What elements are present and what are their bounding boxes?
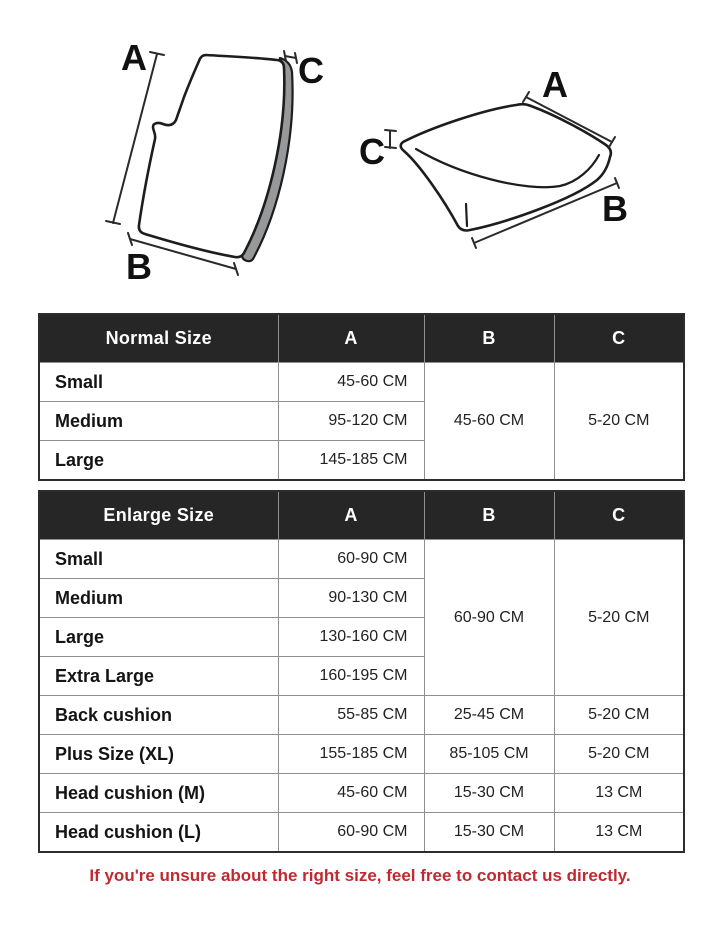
header-b: B: [424, 491, 554, 540]
table-header-row: [39, 314, 684, 363]
contact-notice: If you're unsure about the right size, feel free to contact us directly.: [89, 866, 631, 885]
right-cushion-diagram: [359, 64, 628, 248]
dimension-bracket-c: [385, 130, 396, 148]
value-c: 5-20 CM: [554, 696, 684, 735]
table-row: [39, 735, 684, 774]
header-a: A: [278, 314, 424, 363]
value-b: 15-30 CM: [424, 774, 554, 813]
dimension-diagrams: [0, 0, 720, 305]
value-a: 90-130 CM: [278, 579, 424, 618]
cushion-outline: [401, 104, 611, 230]
enlarge-size-table: [38, 490, 685, 853]
size-label: Extra Large: [39, 657, 278, 696]
dimension-label-c: C: [298, 50, 324, 91]
value-a: 95-120 CM: [278, 402, 424, 441]
table-row: [39, 696, 684, 735]
value-a: 55-85 CM: [278, 696, 424, 735]
dimension-bracket-c: [284, 51, 297, 63]
size-label: Medium: [39, 402, 278, 441]
header-size: Enlarge Size: [39, 491, 278, 540]
table-row: [39, 813, 684, 853]
value-a: 160-195 CM: [278, 657, 424, 696]
value-b: 25-45 CM: [424, 696, 554, 735]
value-c-merged: 5-20 CM: [554, 363, 684, 481]
size-label: Large: [39, 441, 278, 481]
header-c: C: [554, 314, 684, 363]
value-c: 13 CM: [554, 813, 684, 853]
dimension-label-a: A: [542, 64, 568, 105]
value-b-merged: 45-60 CM: [424, 363, 554, 481]
value-a: 145-185 CM: [278, 441, 424, 481]
value-a: 45-60 CM: [278, 774, 424, 813]
dimension-label-b: B: [126, 246, 152, 287]
value-c: 5-20 CM: [554, 735, 684, 774]
value-b: 85-105 CM: [424, 735, 554, 774]
table-header-row: [39, 491, 684, 540]
value-a: 130-160 CM: [278, 618, 424, 657]
value-b-merged: 60-90 CM: [424, 540, 554, 696]
value-a: 60-90 CM: [278, 540, 424, 579]
left-cushion-diagram: [106, 37, 324, 287]
value-a: 155-185 CM: [278, 735, 424, 774]
size-label: Small: [39, 363, 278, 402]
dimension-label-b: B: [602, 188, 628, 229]
dimension-label-c: C: [359, 131, 385, 172]
header-b: B: [424, 314, 554, 363]
size-label: Small: [39, 540, 278, 579]
table-row: [39, 363, 684, 402]
size-label: Medium: [39, 579, 278, 618]
value-a: 45-60 CM: [278, 363, 424, 402]
header-size: Normal Size: [39, 314, 278, 363]
size-label: Head cushion (M): [39, 774, 278, 813]
normal-size-table: [38, 313, 685, 481]
value-a: 60-90 CM: [278, 813, 424, 853]
value-c: 13 CM: [554, 774, 684, 813]
value-b: 15-30 CM: [424, 813, 554, 853]
table-row: [39, 540, 684, 579]
dimension-label-a: A: [121, 37, 147, 78]
size-label: Head cushion (L): [39, 813, 278, 853]
table-row: [39, 774, 684, 813]
cushion-corner-crease: [466, 204, 467, 226]
header-c: C: [554, 491, 684, 540]
header-a: A: [278, 491, 424, 540]
size-label: Large: [39, 618, 278, 657]
value-c-merged: 5-20 CM: [554, 540, 684, 696]
size-label: Back cushion: [39, 696, 278, 735]
size-label: Plus Size (XL): [39, 735, 278, 774]
